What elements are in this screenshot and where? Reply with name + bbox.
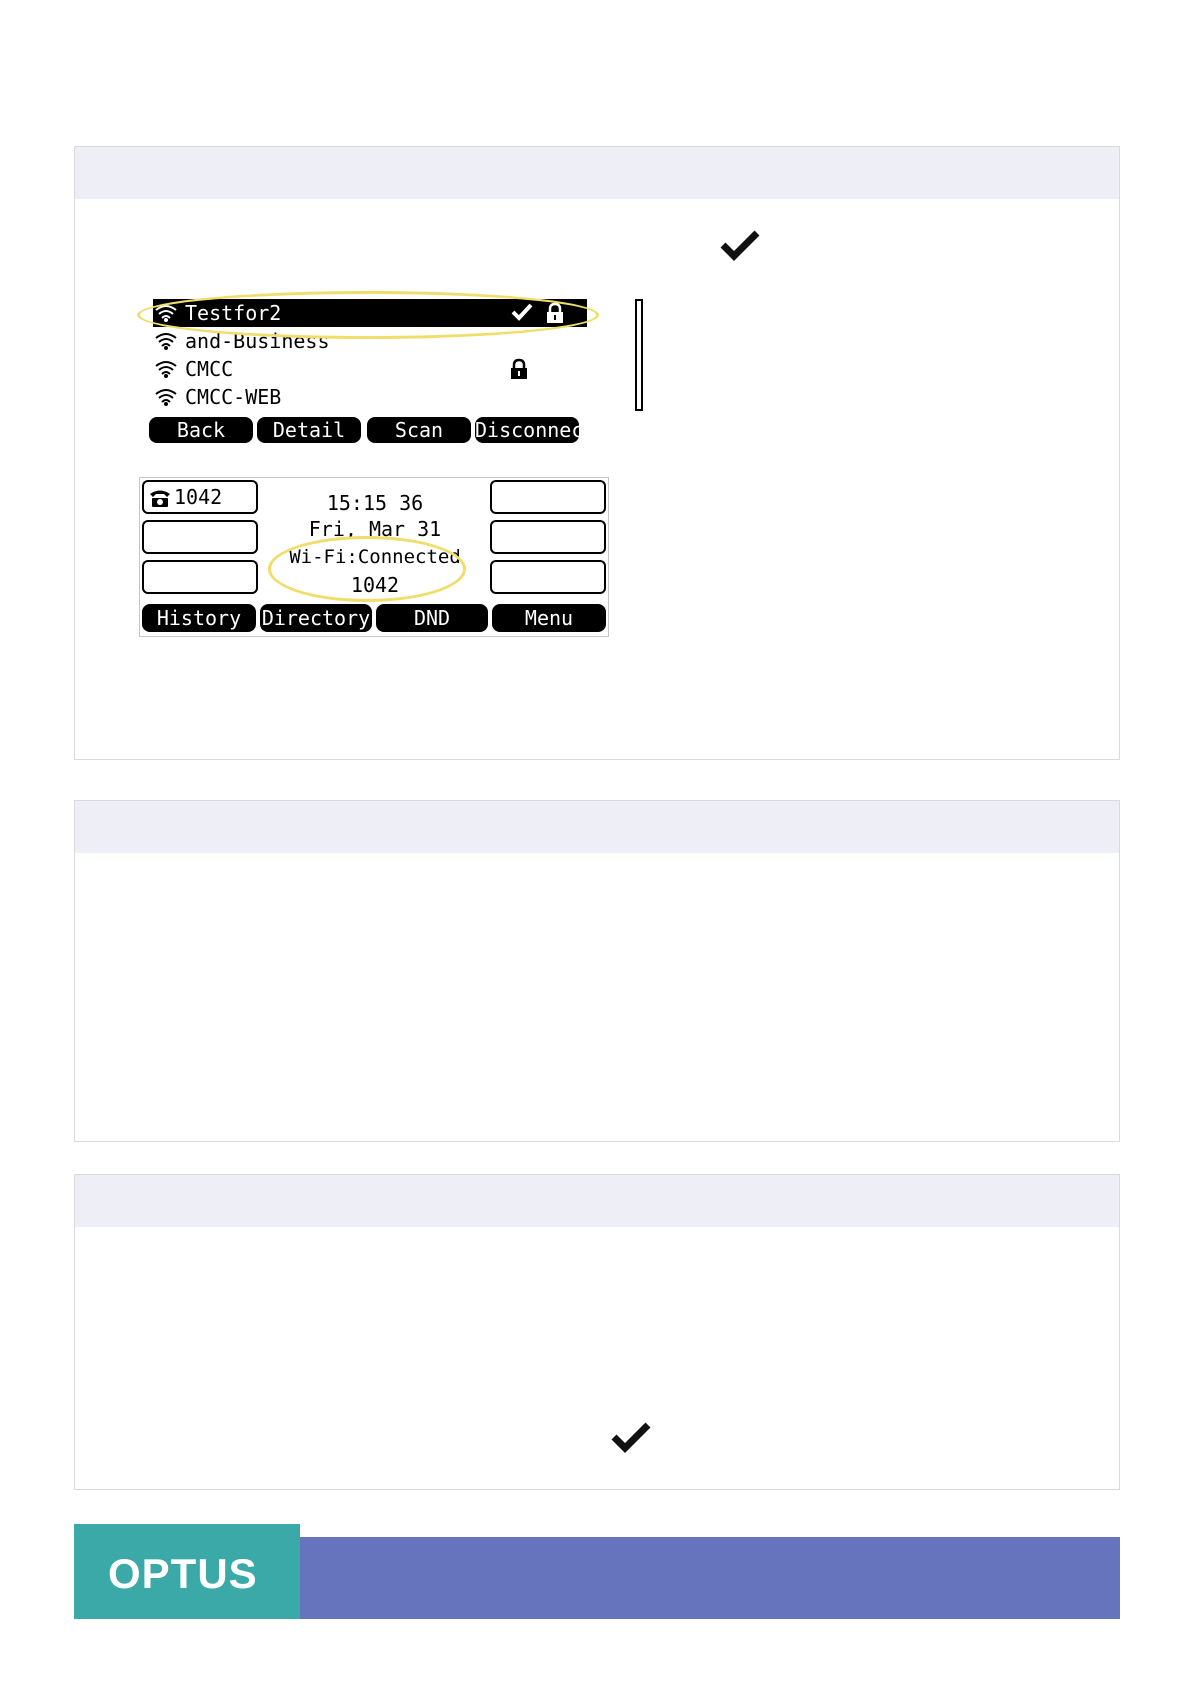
directory-softkey[interactable]: Directory	[261, 606, 371, 630]
wifi-network-item[interactable]	[153, 355, 587, 383]
menu-softkey[interactable]: Menu	[492, 604, 606, 632]
scrollbar[interactable]	[635, 299, 643, 411]
phone-icon	[148, 487, 172, 509]
panel-wifi-connect	[74, 146, 1120, 760]
line-key-label: 1042	[174, 485, 223, 509]
highlight-oval	[268, 536, 466, 602]
extension-number: 1042	[350, 573, 400, 597]
lock-icon	[509, 359, 529, 379]
panel-header	[75, 1175, 1119, 1227]
detail-softkey[interactable]: Detail	[257, 417, 361, 443]
wifi-network-name: Testfor2	[185, 301, 282, 325]
checkmark-icon	[611, 1421, 651, 1453]
wifi-network-name: CMCC-WEB	[185, 385, 282, 409]
checkmark-icon	[720, 229, 760, 261]
panel-header	[75, 147, 1119, 199]
wifi-icon	[155, 388, 177, 406]
optus-logo	[74, 1524, 300, 1619]
wifi-network-name: and-Business	[185, 329, 330, 353]
scan-softkey[interactable]: Scan	[367, 417, 471, 443]
line-key[interactable]	[490, 560, 606, 594]
line-key[interactable]	[142, 560, 258, 594]
dnd-softkey[interactable]: DND	[376, 604, 488, 632]
date-display: Fri, Mar 31	[308, 517, 442, 541]
highlight-oval	[137, 291, 599, 339]
phone-idle-screen	[139, 477, 609, 637]
panel-section-3	[74, 1174, 1120, 1490]
time-display: 15:15 36	[326, 491, 424, 515]
wifi-icon	[155, 332, 177, 350]
line-key[interactable]	[142, 480, 258, 514]
back-softkey[interactable]: Back	[149, 417, 253, 443]
history-softkey[interactable]: History	[142, 604, 256, 632]
wifi-network-item[interactable]	[153, 383, 587, 411]
softkey-bar	[149, 417, 596, 443]
panel-header	[75, 801, 1119, 853]
disconnect-softkey[interactable]: Disconnect	[475, 418, 596, 442]
line-key[interactable]	[490, 520, 606, 554]
brand-name: OPTUS	[108, 1550, 258, 1597]
wifi-status: Wi-Fi:Connected	[289, 546, 461, 568]
panel-section-2	[74, 800, 1120, 1142]
line-key[interactable]	[490, 480, 606, 514]
softkey-bar	[142, 604, 608, 632]
wifi-network-name: CMCC	[185, 357, 234, 381]
wifi-icon	[155, 360, 177, 378]
line-key[interactable]	[142, 520, 258, 554]
wifi-network-list-screen	[135, 273, 605, 463]
